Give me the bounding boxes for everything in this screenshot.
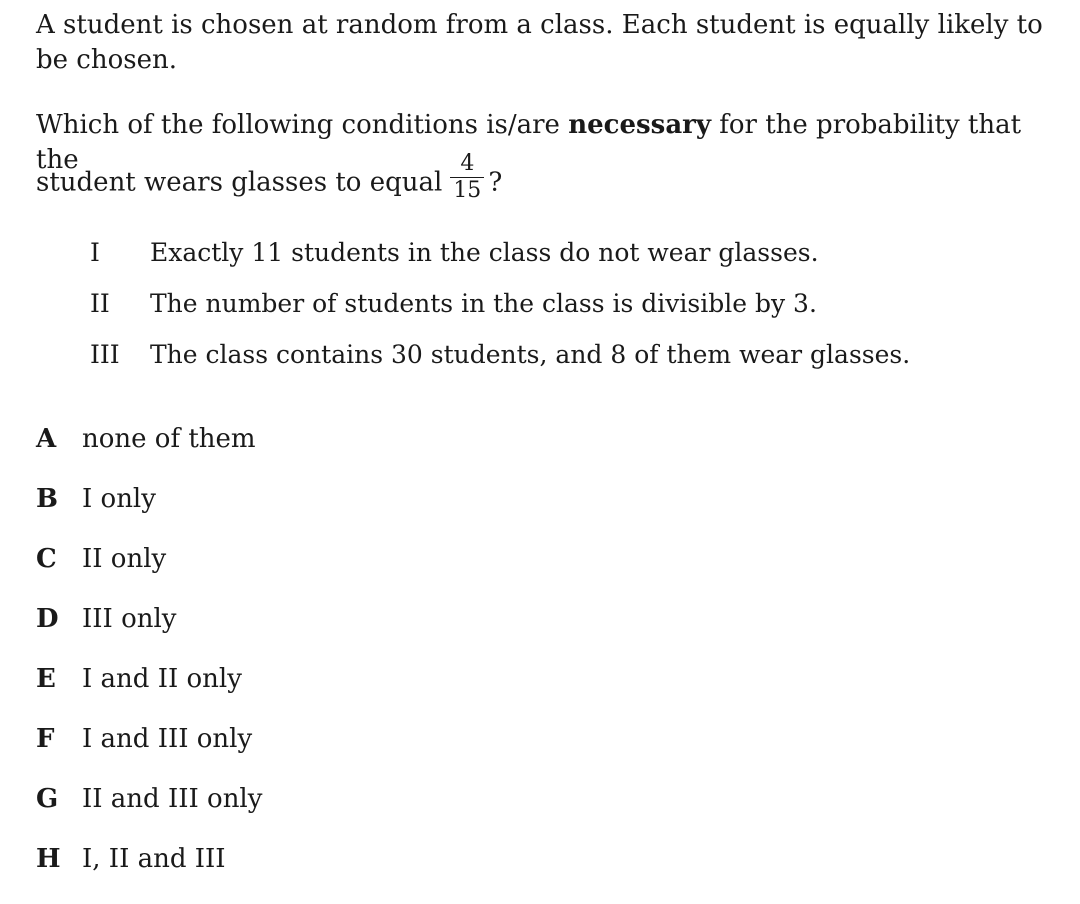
option-letter: G	[36, 784, 59, 814]
statement-numeral: II	[90, 289, 110, 318]
answer-option-e[interactable]	[36, 664, 242, 694]
statement-text: Exactly 11 students in the class do not wear glasses.	[150, 238, 819, 267]
fraction-denominator: 15	[453, 178, 482, 204]
statement-item	[90, 238, 819, 267]
intro-text: A student is chosen at random from a class. Each student is equally likely to be chosen.	[36, 10, 1043, 75]
probability-fraction	[450, 152, 484, 203]
option-text: I only	[82, 484, 156, 514]
option-text: III only	[82, 604, 177, 634]
option-text: none of them	[82, 424, 256, 454]
answer-option-d[interactable]	[36, 604, 176, 634]
question-text	[36, 108, 1046, 204]
option-text: II and III only	[82, 784, 263, 814]
question-line2-text: student wears glasses to equal	[36, 167, 443, 198]
answer-option-c[interactable]	[36, 544, 166, 574]
option-letter: C	[36, 544, 57, 574]
fraction-numerator: 4	[460, 151, 475, 176]
statement-item	[90, 289, 817, 318]
answer-option-b[interactable]	[36, 484, 156, 514]
option-text: I and II only	[82, 664, 242, 694]
statement-text: The class contains 30 students, and 8 of them wear glasses.	[150, 340, 911, 369]
option-letter: H	[36, 844, 61, 874]
answer-option-a[interactable]	[36, 424, 256, 454]
option-letter: A	[36, 424, 57, 454]
answer-option-g[interactable]	[36, 784, 262, 814]
option-text: I and III only	[82, 724, 253, 754]
question-mark: ?	[488, 167, 503, 198]
statement-item	[90, 340, 910, 369]
option-text: I, II and III	[82, 844, 226, 874]
option-letter: D	[36, 604, 59, 634]
question-emphasis: necessary	[568, 110, 711, 140]
answer-option-h[interactable]	[36, 844, 226, 874]
option-letter: F	[36, 724, 55, 754]
option-letter: E	[36, 664, 56, 694]
statement-numeral: III	[90, 340, 120, 369]
question-continuation: for the probability that the	[36, 110, 1022, 175]
question-line-2	[36, 151, 503, 209]
statement-text: The number of students in the class is divisible by 3.	[150, 289, 817, 318]
option-letter: B	[36, 484, 58, 514]
statement-numeral: I	[90, 238, 100, 267]
answer-option-f[interactable]	[36, 724, 252, 754]
option-text: II only	[82, 544, 167, 574]
question-start: Which of the following conditions is/are	[36, 110, 569, 140]
